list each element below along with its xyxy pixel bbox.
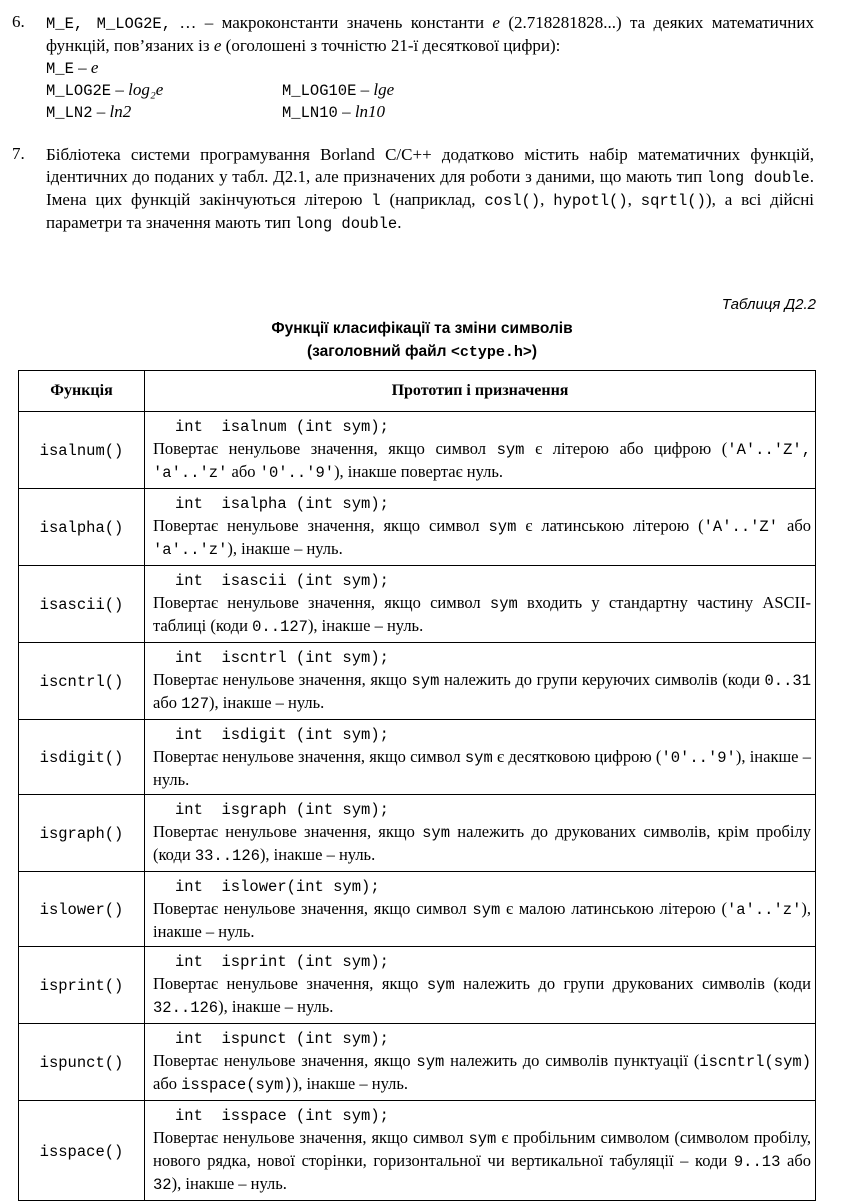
function-name: ispunct() (39, 1054, 124, 1072)
item-number: 6. (12, 12, 25, 31)
function-prototype: int ispunct (int sym); (175, 1030, 389, 1048)
macro-value: lge (373, 80, 395, 99)
code-fragment: 'a'..'z' (726, 901, 802, 919)
function-prototype: int isspace (int sym); (175, 1107, 389, 1125)
function-name: iscntrl() (39, 673, 124, 691)
table-header-row (19, 371, 816, 412)
function-description (153, 821, 811, 867)
desc-text: входить у стандартну частину ASCII-таблиці (коди (153, 593, 811, 635)
code-fragment: 32 (153, 1176, 172, 1194)
function-description (153, 592, 811, 638)
desc-text: є латинською літерою ( (516, 516, 704, 535)
table-row (19, 720, 816, 795)
function-name: isprint() (39, 977, 124, 995)
desc-text: ), інакше – нуль. (153, 747, 811, 789)
function-prototype: int isascii (int sym); (175, 572, 389, 590)
table-row (19, 643, 816, 720)
code-fragment: sym (496, 441, 525, 459)
function-prototype: int isprint (int sym); (175, 953, 389, 971)
macro-value: ln2 (109, 102, 132, 121)
item-7-body: Бібліотека системи програмування Borland C/C++ додатково містить набір математичних функцій, ідентичних до поданих у табл. Д2.1, але призначених для роботи з даними, що мають тип long double. Імена цих функцій закінчуються літерою l (наприклад, cosl(), hypotl(), sqrtl()), а всі дійсні параметри та значення мають тип long double. (46, 145, 815, 233)
desc-text: належить до символів пунктуації ( (444, 1051, 700, 1070)
desc-text: ), інакше – нуль. (259, 845, 376, 864)
table-row (19, 795, 816, 872)
macro-name: M_E (46, 60, 74, 78)
code-fragment: sym (411, 672, 440, 690)
header-function: Функція (19, 371, 145, 412)
function-description (153, 898, 811, 942)
desc-text: Повертає ненульове значення, якщо символ (153, 747, 465, 766)
table-caption: Таблиця Д2.2 (721, 296, 816, 313)
desc-text: Повертає ненульове значення, якщо символ (153, 899, 473, 918)
desc-text: належить до друкованих символів, крім пробілу (коди (153, 822, 811, 864)
macro-row: M_E – e (46, 58, 99, 78)
table-title: Функції класифікації та зміни символів (271, 320, 573, 337)
code-fragment: 0..127 (252, 618, 308, 636)
desc-text: або (227, 462, 260, 481)
code-fragment: 0..31 (764, 672, 811, 690)
code-fragment: '0'..'9' (661, 749, 736, 767)
desc-text: є пробільним символом (символом пробілу, нового рядка, нової сторінки, горизонтальної чи вертикальної табуляції – коди (153, 1128, 811, 1170)
desc-text: належить до групи керуючих символів (коди (439, 670, 765, 689)
table-row (19, 872, 816, 947)
table-row (19, 412, 816, 489)
code-fragment: '0'..'9' (259, 464, 335, 482)
desc-text: належить до групи друкованих символів (коди (454, 974, 811, 993)
item-number: 7. (12, 144, 25, 163)
desc-text: або (153, 1074, 182, 1093)
desc-text: ), інакше – нуль. (153, 899, 811, 941)
function-description (153, 973, 811, 1019)
functions-table (18, 370, 816, 1201)
desc-text: Повертає ненульове значення, якщо (153, 822, 423, 841)
code-fragment: 'A'..'Z' (703, 518, 779, 536)
function-description (153, 515, 811, 561)
desc-text: ), інакше – нуль. (227, 539, 343, 558)
desc-text: Повертає ненульове значення, якщо символ (153, 439, 497, 458)
desc-text: Повертає ненульове значення, якщо (153, 974, 427, 993)
code-fragment: sym (489, 595, 518, 613)
function-description (153, 438, 811, 484)
table-subtitle: (заголовний файл <ctype.h>) (306, 343, 538, 361)
function-name: isalpha() (39, 519, 124, 537)
table-row (19, 566, 816, 643)
function-description (153, 1127, 811, 1196)
desc-text: Повертає ненульове значення, якщо (153, 1051, 417, 1070)
code-fragment: 'A'..'Z', 'a'..'z' (153, 441, 811, 482)
desc-text: ), інакше – нуль. (292, 1074, 408, 1093)
desc-text: Повертає ненульове значення, якщо символ (153, 593, 490, 612)
function-name: isalnum() (39, 442, 124, 460)
desc-text: або (778, 516, 811, 535)
macro-name: M_LOG2E (46, 82, 112, 100)
desc-text: Повертає ненульове значення, якщо символ (153, 1128, 469, 1147)
function-prototype: int isalnum (int sym); (175, 418, 389, 436)
function-name: isascii() (39, 596, 124, 614)
macro-row: M_LOG2E – log₂e M_LOG10E – lge (46, 80, 395, 100)
function-prototype: int isdigit (int sym); (175, 726, 389, 744)
function-name: isdigit() (39, 749, 124, 767)
code-fragment: 32..126 (153, 999, 219, 1017)
macro-name: M_LN2 (46, 104, 93, 122)
code-fragment: sym (422, 824, 451, 842)
table-row (19, 1101, 816, 1201)
macro-value: log₂e (128, 80, 164, 99)
code-fragment: sym (426, 976, 455, 994)
item-6-intro: M_E, M_LOG2E, … – макроконстанти значень константи e (2.718281828...) та деяких математичних функцій, пов’язаних із e (оголошені з точністю 21-ї десяткової цифри): (46, 13, 814, 55)
code-fragment: sym (416, 1053, 445, 1071)
table-row (19, 1024, 816, 1101)
desc-text: ), інакше – нуль. (171, 1174, 287, 1193)
macro-name: M_LOG10E (282, 82, 357, 100)
desc-text: ), інакше – нуль. (209, 693, 325, 712)
code-fragment: iscntrl(sym) (699, 1053, 811, 1071)
table-row (19, 489, 816, 566)
macro-list (46, 57, 814, 123)
macro-value: ln10 (354, 102, 386, 121)
desc-text: є літерою або цифрою ( (524, 439, 728, 458)
function-prototype: int islower(int sym); (175, 878, 380, 896)
code-fragment: sym (464, 749, 493, 767)
desc-text: є малою латинською літерою ( (500, 899, 727, 918)
function-prototype: int isalpha (int sym); (175, 495, 389, 513)
function-name: islower() (39, 901, 124, 919)
code-fragment: 127 (181, 695, 209, 713)
desc-text: ), інакше – нуль. (307, 616, 424, 635)
desc-text: або (780, 1151, 811, 1170)
desc-text: або (153, 693, 182, 712)
desc-text: ), інакше – нуль. (218, 997, 334, 1016)
function-name: isspace() (39, 1142, 124, 1161)
table-row (19, 947, 816, 1024)
macro-row: M_LN2 – ln2 M_LN10 – ln10 (46, 102, 386, 122)
macro-name: M_LN10 (282, 104, 338, 122)
function-description (153, 669, 811, 715)
code-fragment: 33..126 (194, 847, 260, 865)
code-fragment: sym (472, 901, 501, 919)
function-description (153, 1050, 811, 1096)
desc-text: Повертає ненульове значення, якщо символ (153, 516, 489, 535)
item-6-body (46, 12, 814, 123)
function-name: isgraph() (39, 825, 124, 843)
header-prototype: Прототип і призначення (145, 371, 816, 412)
desc-text: Повертає ненульове значення, якщо (153, 670, 412, 689)
function-prototype: int iscntrl (int sym); (175, 649, 389, 667)
function-prototype: int isgraph (int sym); (175, 801, 389, 819)
function-description (153, 746, 811, 790)
code-fragment: 9..13 (733, 1153, 781, 1171)
code-fragment: isspace(sym) (181, 1076, 293, 1094)
desc-text: ), інакше повертає нуль. (334, 462, 504, 481)
code-fragment: 'a'..'z' (153, 541, 228, 559)
desc-text: є десятковою цифрою ( (492, 747, 662, 766)
code-fragment: sym (488, 518, 517, 536)
code-fragment: sym (468, 1130, 497, 1148)
macro-value: e (90, 58, 99, 77)
